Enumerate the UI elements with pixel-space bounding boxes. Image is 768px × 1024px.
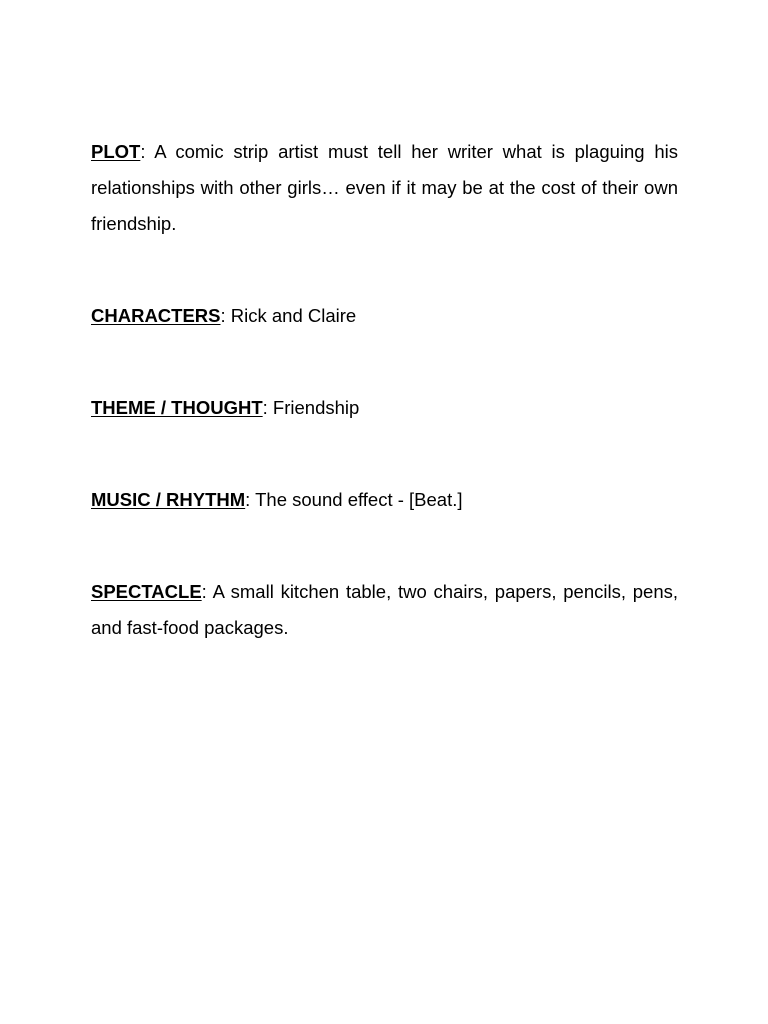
spectacle-text: A small kitchen table, two chairs, papers, pencils, pens, and fast-food packages.: [91, 581, 678, 638]
spectacle-entry: [91, 574, 678, 646]
theme-separator: :: [262, 397, 273, 418]
music-separator: :: [245, 489, 256, 510]
plot-text: A comic strip artist must tell her writer what is plaguing his relationships with other girls… even if it may be at the cost of their own friendship.: [91, 141, 678, 234]
music-text: The sound effect - [Beat.]: [255, 489, 463, 510]
theme-text: Friendship: [272, 397, 360, 418]
characters-entry: [91, 298, 678, 334]
plot-separator: :: [140, 141, 155, 162]
plot-label: PLOT: [91, 141, 141, 162]
music-entry: [91, 482, 678, 518]
spectacle-label: SPECTACLE: [91, 581, 202, 602]
characters-separator: :: [220, 305, 231, 326]
theme-label: THEME / THOUGHT: [91, 397, 263, 418]
spectacle-separator: :: [201, 581, 213, 602]
music-label: MUSIC / RHYTHM: [91, 489, 246, 510]
document-page: [91, 134, 678, 646]
theme-entry: [91, 390, 678, 426]
characters-text: Rick and Claire: [230, 305, 357, 326]
plot-entry: [91, 134, 678, 242]
characters-label: CHARACTERS: [91, 305, 221, 326]
